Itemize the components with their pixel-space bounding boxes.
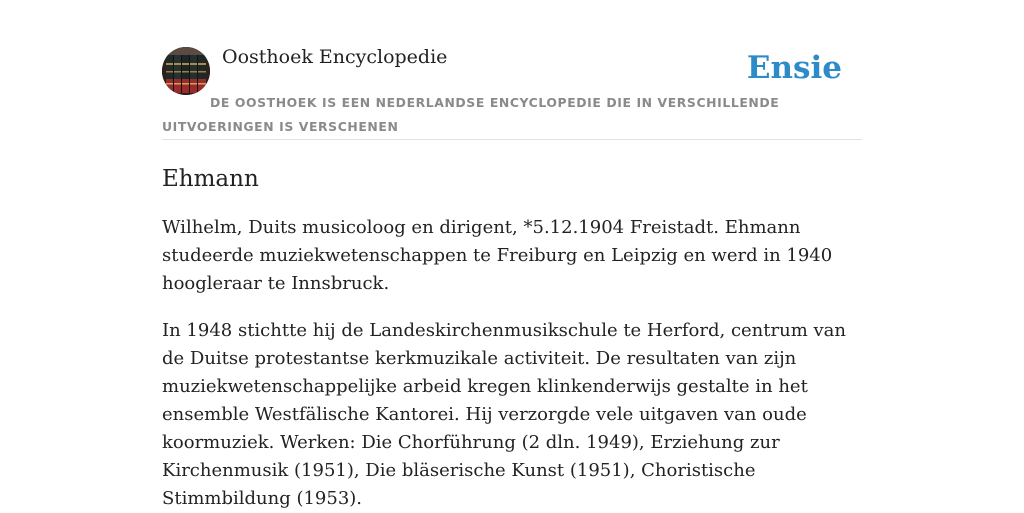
book-spines-icon[interactable] bbox=[162, 47, 210, 95]
article-paragraph-1: Wilhelm, Duits musicoloog en dirigent, *5.12.1904 Freistadt. Ehmann studeerde muziekwetenschappen te Freiburg en Leipzig en werd in 1940 hoogleraar te Innsbruck. bbox=[162, 217, 833, 294]
site-header bbox=[162, 0, 862, 140]
site-tagline: DE OOSTHOEK IS EEN NEDERLANDSE ENCYCLOPEDIE DIE IN VERSCHILLENDE UITVOERINGEN IS VERSCHENEN bbox=[162, 95, 780, 134]
page-title: Ehmann bbox=[162, 166, 259, 192]
brand-logo-link[interactable]: Ensie bbox=[746, 50, 842, 86]
site-title[interactable]: Oosthoek Encyclopedie bbox=[222, 46, 448, 68]
article-paragraph-2: In 1948 stichtte hij de Landeskirchenmusikschule te Herford, centrum van de Duitse protestantse kerkmuzikale activiteit. De resultaten van zijn muziekwetenschappelijke arbeid kregen klinkenderwijs gestalte in het ensemble Westfälische Kantorei. Hij verzorgde vele uitgaven van oude koormuziek. Werken: Die Chorführung (2 dln. 1949), Erziehung zur Kirchenmusik (1951), Die bläserische Kunst (1951), Choristische Stimmbildung (1953). bbox=[162, 320, 846, 509]
page-container bbox=[162, 0, 862, 513]
